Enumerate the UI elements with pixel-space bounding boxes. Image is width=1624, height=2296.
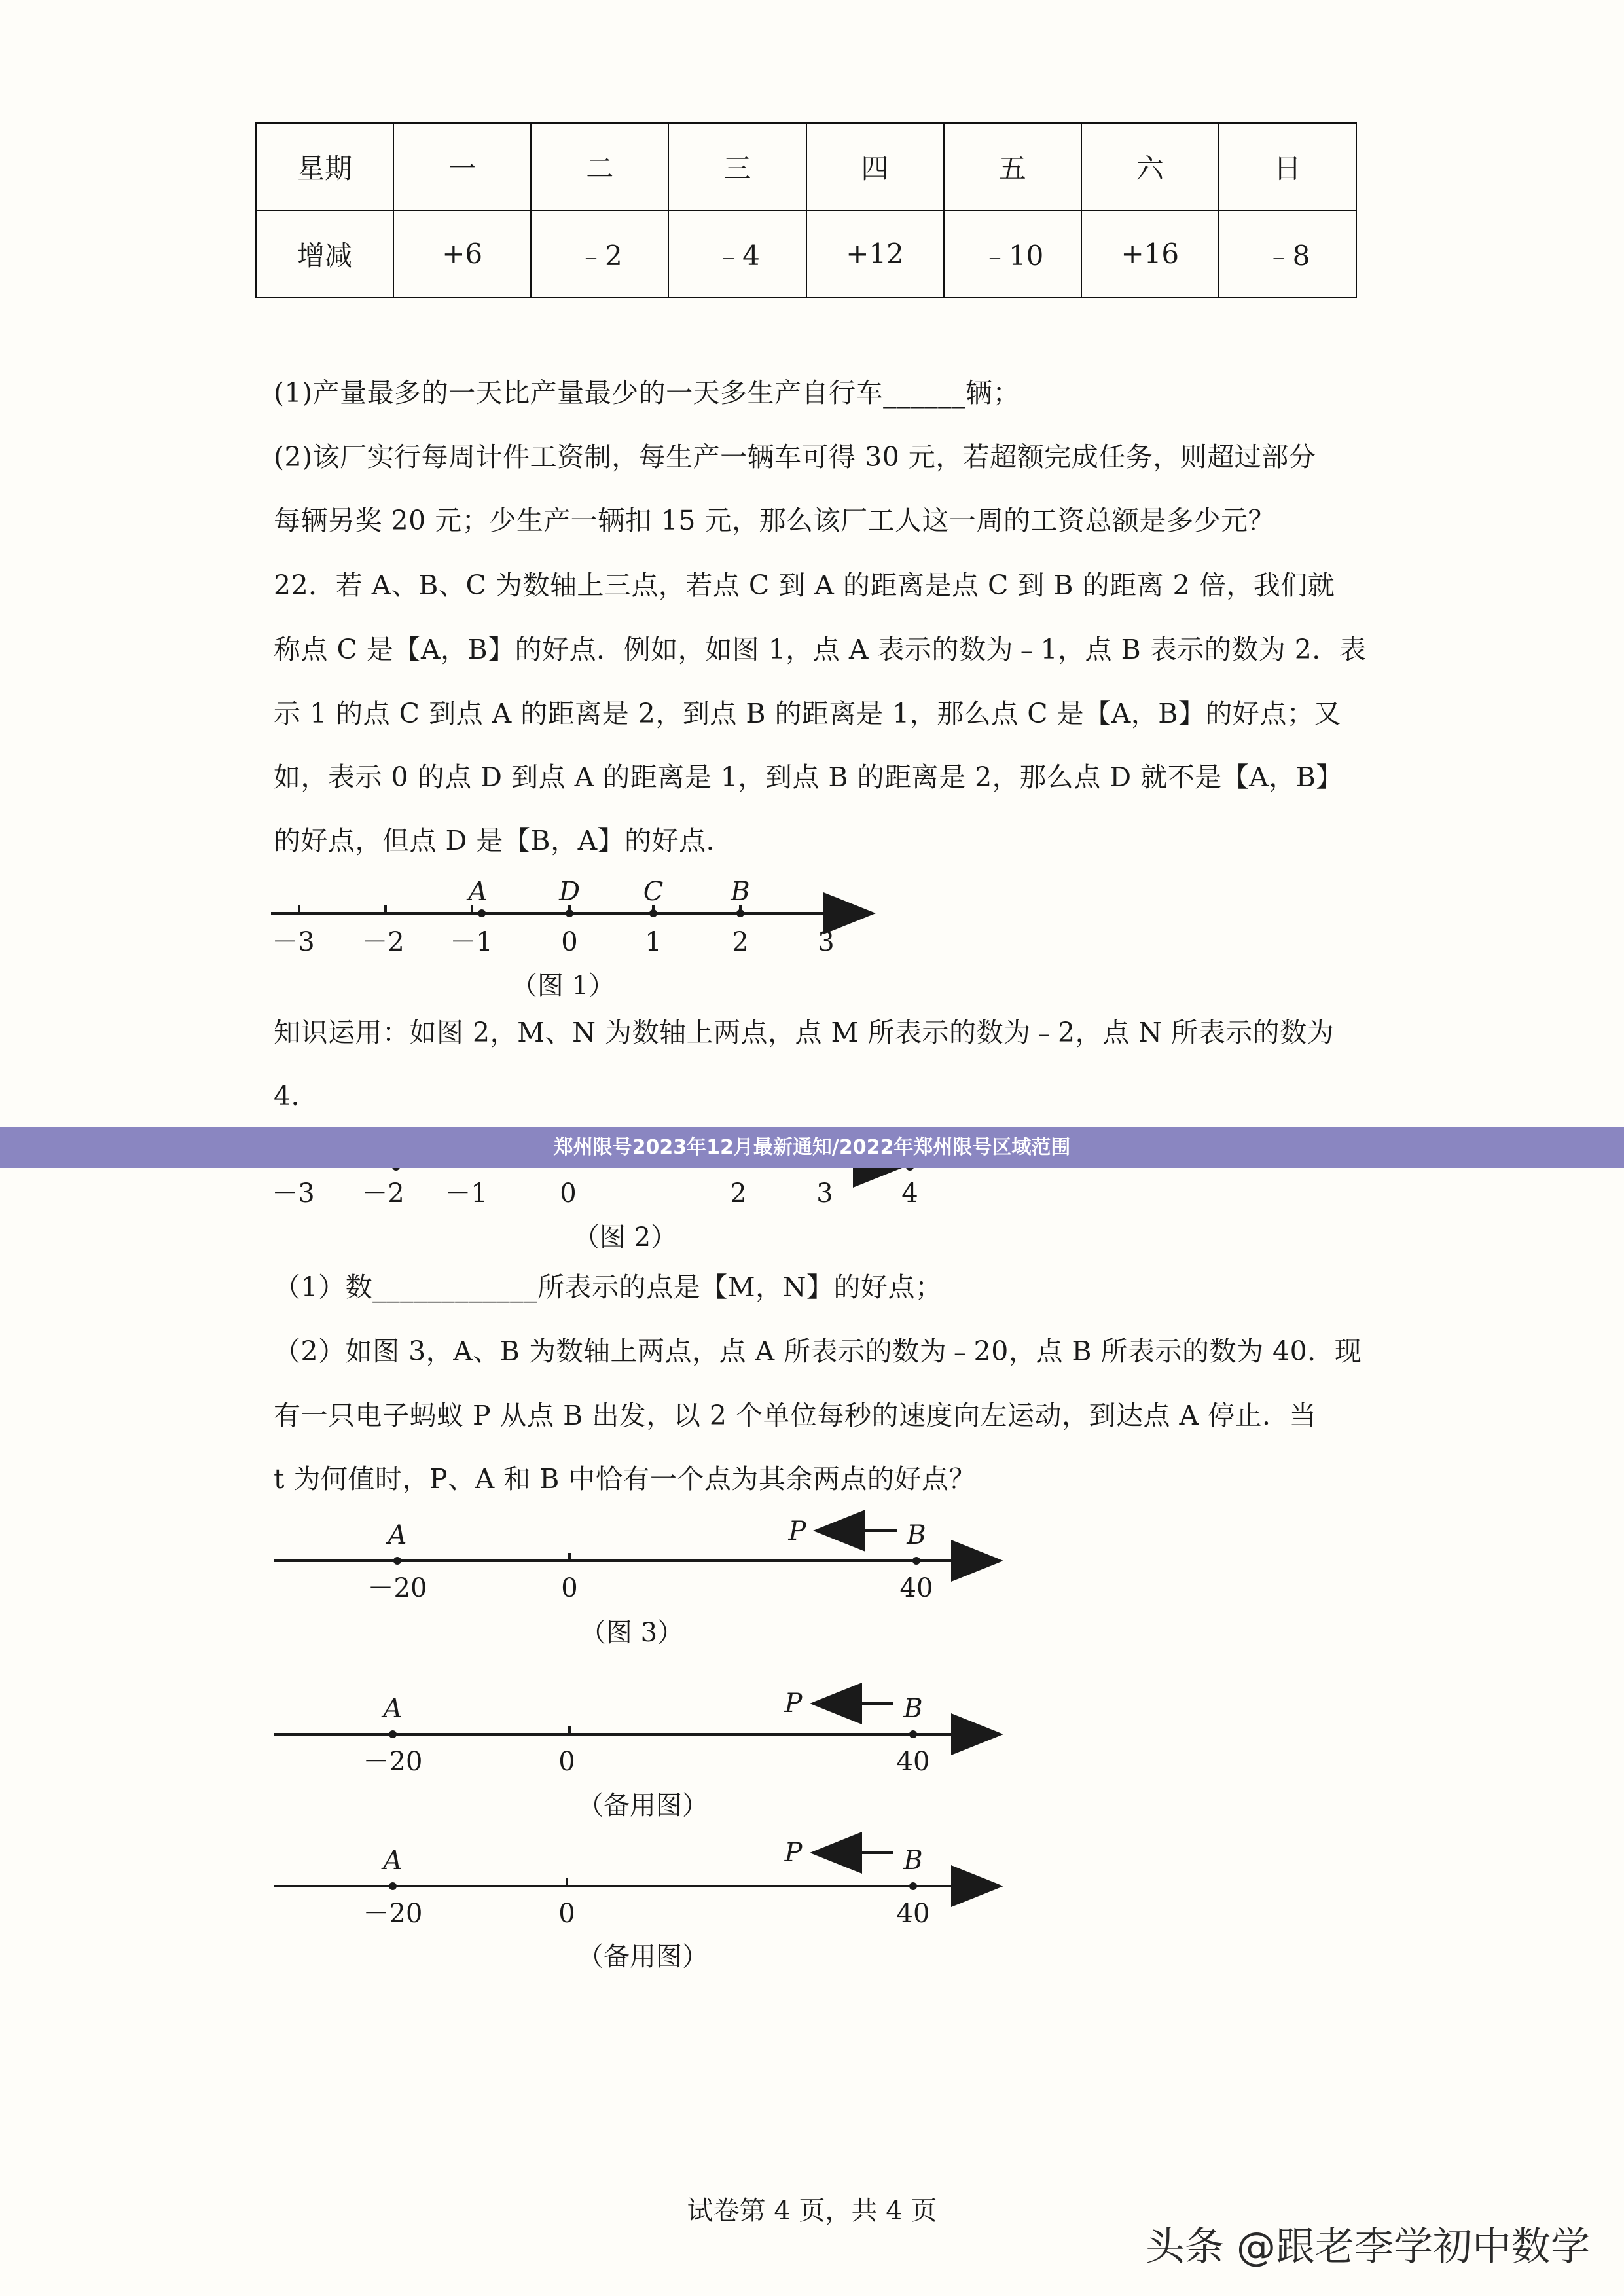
figure-1-caption: （图 1） <box>511 971 615 1001</box>
table-header-row <box>256 123 1356 210</box>
point-label-b: B <box>903 1846 923 1876</box>
point-a-dot <box>389 1882 397 1890</box>
subquestion-2-text: 有一只电子蚂蚁 P 从点 B 出发，以 2 个单位每秒的速度向左运动，到达点 A 停止．当 <box>274 1400 1317 1431</box>
table-cell: 日 <box>1219 123 1356 210</box>
table-cell: ﹣10 <box>944 210 1081 297</box>
figure-3-number-line <box>262 1506 1021 1656</box>
table-cell: 五 <box>944 123 1081 210</box>
tick-label: 0 <box>561 1573 578 1603</box>
tick-label: －2 <box>361 1178 405 1209</box>
tick-label: 40 <box>896 1747 930 1777</box>
table-cell: 六 <box>1081 123 1219 210</box>
point-label-a: A <box>388 1520 407 1550</box>
point-label-b: B <box>731 877 750 907</box>
backup-figure-caption: （备用图） <box>577 1791 708 1821</box>
tick-label: －2 <box>361 927 405 957</box>
point-a-dot <box>389 1730 397 1738</box>
point-a-dot <box>478 909 486 917</box>
problem-22-text: 如，表示 0 的点 D 到点 A 的距离是 1，到点 B 的距离是 2，那么点 D 就不是【A，B】 <box>274 761 1343 793</box>
tick-label: 2 <box>730 1178 747 1209</box>
table-cell: 二 <box>531 123 668 210</box>
backup-figure-1-number-line <box>262 1679 1021 1830</box>
point-label-a: A <box>383 1694 403 1724</box>
point-label-a: A <box>383 1846 403 1876</box>
point-b-dot <box>736 909 744 917</box>
tick-label: －20 <box>367 1573 427 1603</box>
tick-label: －3 <box>272 1178 315 1209</box>
figure-2-caption: （图 2） <box>573 1222 677 1252</box>
question-2-text-cont: 每辆另奖 20 元；少生产一辆扣 15 元，那么该厂工人这一周的工资总额是多少元？ <box>274 505 1275 536</box>
table-cell: 星期 <box>256 123 393 210</box>
table-cell: 一 <box>393 123 531 210</box>
problem-22-text: 称点 C 是【A，B】的好点．例如，如图 1，点 A 表示的数为﹣1，点 B 表示的数为 2．表 <box>274 634 1367 665</box>
question-2-text: (2)该厂实行每周计件工资制，每生产一辆车可得 30 元，若超额完成任务，则超过部分 <box>274 441 1316 473</box>
point-label-p: P <box>784 1688 803 1719</box>
table-cell: +12 <box>806 210 944 297</box>
weekly-change-table <box>255 122 1357 298</box>
tick-label: 2 <box>732 927 749 957</box>
table-cell: 三 <box>668 123 806 210</box>
backup-figure-2-number-line <box>262 1831 1021 1982</box>
table-row <box>256 210 1356 297</box>
point-c-dot <box>649 909 657 917</box>
point-b-dot <box>909 1882 917 1890</box>
tick-label: －20 <box>363 1899 423 1929</box>
table-cell: ﹣4 <box>668 210 806 297</box>
subquestion-1-text: （1）数____________所表示的点是【M，N】的好点； <box>274 1271 943 1303</box>
knowledge-application-text: 知识运用：如图 2，M、N 为数轴上两点，点 M 所表示的数为﹣2，点 N 所表示的数为 <box>274 1017 1335 1048</box>
point-label-b: B <box>907 1520 926 1550</box>
author-watermark: 头条 @跟老李学初中数学 <box>1145 2224 1590 2270</box>
tick-label: －1 <box>450 927 493 957</box>
problem-22-text: 的好点，但点 D 是【B，A】的好点． <box>274 825 734 856</box>
point-label-d: D <box>558 877 581 907</box>
problem-22-text: 22．若 A、B、C 为数轴上三点，若点 C 到 A 的距离是点 C 到 B 的距离 2 倍，我们就 <box>274 570 1335 601</box>
tick-label: 3 <box>818 927 835 957</box>
point-label-a: A <box>468 877 488 907</box>
subquestion-2-text: （2）如图 3，A、B 为数轴上两点，点 A 所表示的数为﹣20，点 B 所表示的数为 40．现 <box>274 1336 1362 1367</box>
article-title-banner[interactable]: 郑州限号2023年12月最新通知/2022年郑州限号区域范围 <box>0 1127 1624 1168</box>
point-b-dot <box>909 1730 917 1738</box>
tick-label: 40 <box>899 1573 933 1603</box>
point-b-dot <box>912 1557 920 1565</box>
subquestion-2-text: t 为何值时，P、A 和 B 中恰有一个点为其余两点的好点？ <box>274 1463 976 1495</box>
table-cell: 四 <box>806 123 944 210</box>
point-label-p: P <box>784 1838 803 1868</box>
page-footer: 试卷第 4 页，共 4 页 <box>687 2196 937 2226</box>
problem-22-text: 示 1 的点 C 到点 A 的距离是 2，到点 B 的距离是 1，那么点 C 是【A，B】的好点；又 <box>274 698 1341 729</box>
tick-label: －1 <box>444 1178 488 1209</box>
tick-label: 0 <box>558 1747 575 1777</box>
tick-label: 40 <box>896 1899 930 1929</box>
backup-figure-caption: （备用图） <box>577 1942 708 1972</box>
point-a-dot <box>393 1557 401 1565</box>
tick-label: －3 <box>272 927 315 957</box>
figure-1-number-line <box>262 864 890 1015</box>
tick-label: 0 <box>558 1899 575 1929</box>
point-label-p: P <box>788 1516 806 1546</box>
tick-label: 3 <box>816 1178 833 1209</box>
tick-label: 1 <box>645 927 662 957</box>
table-cell: ﹣2 <box>531 210 668 297</box>
tick-label: 0 <box>560 1178 577 1209</box>
tick-label: 0 <box>561 927 578 957</box>
table-cell: 增减 <box>256 210 393 297</box>
point-d-dot <box>566 909 573 917</box>
question-1-text: (1)产量最多的一天比产量最少的一天多生产自行车______辆； <box>274 377 1020 409</box>
figure-3-caption: （图 3） <box>579 1618 684 1648</box>
table-cell: ﹣8 <box>1219 210 1356 297</box>
tick-label: －20 <box>363 1747 423 1777</box>
table-cell: +6 <box>393 210 531 297</box>
table-cell: +16 <box>1081 210 1219 297</box>
point-label-c: C <box>643 877 664 907</box>
knowledge-application-text: 4． <box>274 1080 319 1112</box>
tick-label: 4 <box>901 1178 918 1209</box>
point-label-b: B <box>903 1694 923 1724</box>
